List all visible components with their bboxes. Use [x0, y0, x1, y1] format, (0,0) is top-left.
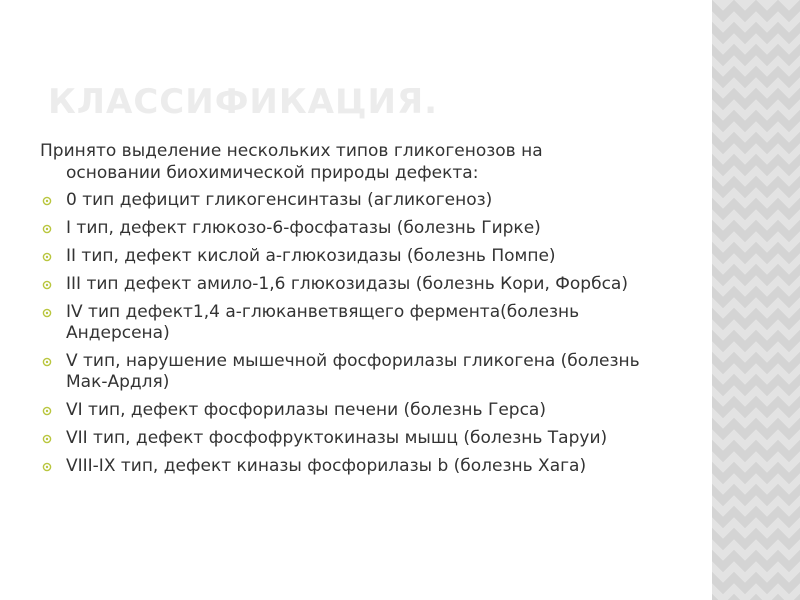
circle-bullet-icon: [42, 280, 52, 290]
circle-bullet-icon: [42, 357, 52, 367]
intro-line-2: основании биохимической природы дефекта:: [66, 163, 479, 183]
circle-bullet-icon: [42, 308, 52, 318]
list-item-text: IV тип дефект1,4 а-глюканветвящего фермента(болезнь Андерсена): [66, 302, 580, 343]
list-item: [40, 351, 680, 393]
list-item: [40, 428, 680, 449]
circle-bullet-icon: [42, 252, 52, 262]
list-item-text: V тип, нарушение мышечной фосфорилазы гликогена (болезнь Мак-Ардля): [66, 351, 640, 392]
circle-bullet-icon: [42, 406, 52, 416]
list-item-text: III тип дефект амило-1,6 глюкозидазы (болезнь Кори, Форбса): [66, 274, 628, 294]
decorative-side-band: [712, 0, 800, 600]
list-item: [40, 246, 680, 267]
list-item-text: I тип, дефект глюкозо-6-фосфатазы (болезнь Гирке): [66, 218, 541, 238]
slide-content: [40, 140, 680, 484]
circle-bullet-icon: [42, 196, 52, 206]
list-item-text: VII тип, дефект фосфофруктокиназы мышц (болезнь Таруи): [66, 428, 608, 448]
list-item-text: 0 тип дефицит гликогенсинтазы (агликогеноз): [66, 190, 493, 210]
list-item: [40, 400, 680, 421]
circle-bullet-icon: [42, 434, 52, 444]
circle-bullet-icon: [42, 224, 52, 234]
list-item: [40, 274, 680, 295]
list-item: [40, 302, 680, 344]
list-item: [40, 190, 680, 211]
intro-text: [40, 140, 680, 184]
slide-title: КЛАССИФИКАЦИЯ.: [48, 82, 439, 122]
classification-list: [40, 190, 680, 477]
list-item: [40, 456, 680, 477]
intro-line-1: Принято выделение нескольких типов гликогенозов на: [40, 141, 543, 161]
list-item-text: VIII-IX тип, дефект киназы фосфорилазы b (болезнь Хага): [66, 456, 587, 476]
circle-bullet-icon: [42, 462, 52, 472]
list-item: [40, 218, 680, 239]
list-item-text: VI тип, дефект фосфорилазы печени (болезнь Герса): [66, 400, 546, 420]
list-item-text: II тип, дефект кислой а-глюкозидазы (болезнь Помпе): [66, 246, 556, 266]
